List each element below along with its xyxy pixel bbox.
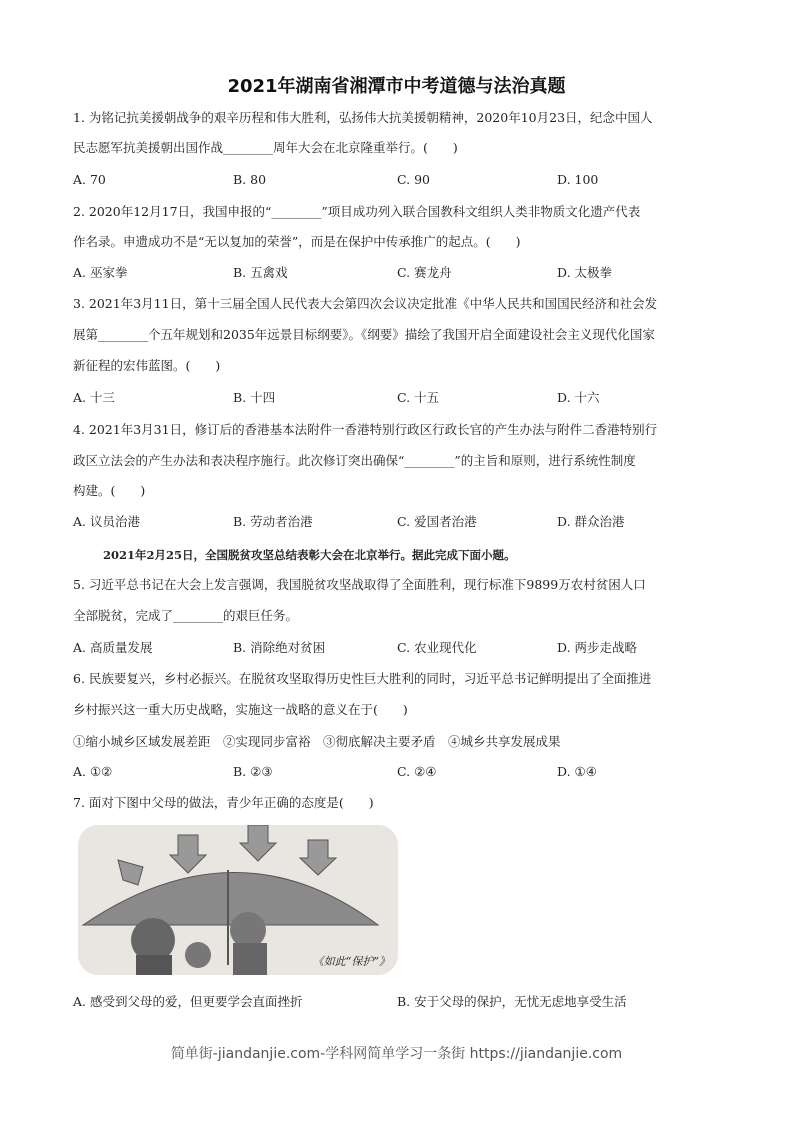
q4-option-d: D. 群众治港 bbox=[557, 514, 625, 529]
q3-option-b: B. 十四 bbox=[233, 390, 276, 405]
q5-line: 全部脱贫，完成了________的艰巨任务。 bbox=[73, 608, 299, 623]
q4-option-b: B. 劳动者治港 bbox=[233, 514, 313, 529]
image-caption: 《如此“保护”》 bbox=[312, 955, 390, 968]
q4-option-a: A. 议员治港 bbox=[73, 514, 140, 529]
q1-line: 民志愿军抗美援朝出国作战________周年大会在北京隆重举行。( ) bbox=[73, 140, 458, 155]
q1-option-c: C. 90 bbox=[397, 172, 430, 187]
q1-option-d: D. 100 bbox=[557, 172, 599, 187]
q3-line: 3. 2021年3月11日，第十三届全国人民代表大会第四次会议决定批准《中华人民共和国国民经济和社会发 bbox=[73, 296, 658, 311]
q2-option-d: D. 太极拳 bbox=[557, 265, 613, 280]
q1-option-b: B. 80 bbox=[233, 172, 267, 187]
q7-line: 7. 面对下图中父母的做法，青少年正确的态度是( ) bbox=[73, 795, 374, 810]
material-intro: 2021年2月25日，全国脱贫攻坚总结表彰大会在北京举行。据此完成下面小题。 bbox=[103, 548, 516, 562]
q3-option-d: D. 十六 bbox=[557, 390, 600, 405]
q7-option-a: A. 感受到父母的爱，但更要学会直面挫折 bbox=[73, 994, 303, 1009]
q5-option-b: B. 消除绝对贫困 bbox=[233, 640, 326, 655]
q6-line: 6. 民族要复兴，乡村必振兴。在脱贫攻坚取得历史性巨大胜利的同时，习近平总书记鲜明提出了全面推进 bbox=[73, 671, 652, 686]
q6-option-a: A. ①② bbox=[73, 764, 113, 779]
q3-option-a: A. 十三 bbox=[73, 390, 115, 405]
q6-option-c: C. ②④ bbox=[397, 764, 437, 779]
q1-line: 1. 为铭记抗美援朝战争的艰辛历程和伟大胜利，弘扬伟大抗美援朝精神，2020年10月23日，纪念中国人 bbox=[73, 110, 653, 125]
q6-line: 乡村振兴这一重大历史战略，实施这一战略的意义在于( ) bbox=[73, 702, 408, 717]
q2-option-a: A. 巫家拳 bbox=[73, 265, 128, 280]
q6-option-b: B. ②③ bbox=[233, 764, 273, 779]
q5-option-c: C. 农业现代化 bbox=[397, 640, 477, 655]
q2-option-b: B. 五禽戏 bbox=[233, 265, 288, 280]
q7-option-b: B. 安于父母的保护，无忧无虑地享受生活 bbox=[397, 994, 627, 1009]
q2-option-c: C. 赛龙舟 bbox=[397, 265, 452, 280]
q1-option-a: A. 70 bbox=[73, 172, 106, 187]
q4-line: 构建。( ) bbox=[73, 483, 146, 498]
q5-option-d: D. 两步走战略 bbox=[557, 640, 638, 655]
q4-line: 政区立法会的产生办法和表决程序施行。此次修订突出确保“________”的主旨和原则，进行系统性制度 bbox=[73, 453, 636, 468]
q5-option-a: A. 高质量发展 bbox=[73, 640, 153, 655]
q6-option-d: D. ①④ bbox=[557, 764, 597, 779]
q4-option-c: C. 爱国者治港 bbox=[397, 514, 477, 529]
q2-line: 作名录。申遗成功不是“无以复加的荣誉”，而是在保护中传承推广的起点。( ) bbox=[73, 234, 521, 249]
q4-line: 4. 2021年3月31日，修订后的香港基本法附件一香港特别行政区行政长官的产生办法与附件二香港特别行 bbox=[73, 422, 658, 437]
q5-line: 5. 习近平总书记在大会上发言强调，我国脱贫攻坚战取得了全面胜利，现行标准下9899万农村贫困人口 bbox=[73, 577, 646, 592]
q2-line: 2. 2020年12月17日，我国申报的“________”项目成功列入联合国教科文组织人类非物质文化遗产代表 bbox=[73, 204, 641, 219]
q3-line: 展第________个五年规划和2035年远景目标纲要》。《纲要》描绘了我国开启全面建设社会主义现代化国家 bbox=[73, 327, 655, 342]
footer-watermark: 简单街-jiandanjie.com-学科网简单学习一条街 https://jiandanjie.com bbox=[170, 1046, 623, 1062]
page-title: 2021年湖南省湘潭市中考道德与法治真题 bbox=[227, 76, 566, 97]
q3-line: 新征程的宏伟蓝图。( ) bbox=[73, 358, 221, 373]
q3-option-c: C. 十五 bbox=[397, 390, 440, 405]
q6-statements: ①缩小城乡区域发展差距 ②实现同步富裕 ③彻底解决主要矛盾 ④城乡共享发展成果 bbox=[73, 734, 561, 749]
cartoon-umbrella-image bbox=[78, 825, 398, 975]
